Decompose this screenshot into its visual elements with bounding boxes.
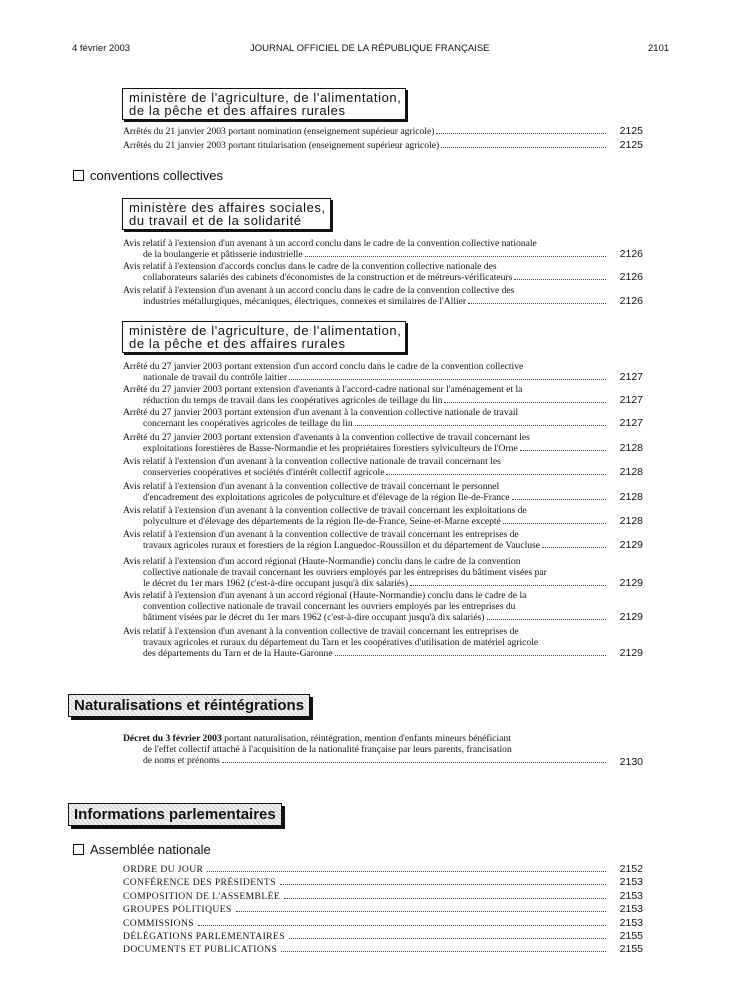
section-conventions-collectives [73, 168, 223, 183]
toc-entry [123, 285, 643, 307]
journal-title: JOURNAL OFFICIEL DE LA RÉPUBLIQUE FRANÇAISE [250, 43, 490, 54]
entry-text: des départements du Tarn et de la Haute-Garonne [143, 648, 333, 659]
decree-entry [123, 733, 643, 766]
leader-dots [355, 418, 606, 426]
entry-text: collaborateurs salariés des cabinets d'économistes de la construction et de métreurs-vérificateurs [143, 272, 513, 283]
leader-dots [281, 944, 606, 952]
page-ref: 2126 [619, 248, 643, 260]
page-ref: 2153 [619, 917, 643, 929]
entry-text: réduction du temps de travail dans les coopératives agricoles de teillage du lin [143, 395, 443, 406]
toc-entry [123, 505, 643, 527]
decree-text: de l'effet collectif attaché à l'acquisition de la nationalité française par leurs parents, francisation [143, 744, 512, 755]
toc-entry [123, 529, 643, 551]
leader-dots [280, 877, 606, 885]
toc-entry [123, 361, 643, 383]
page-ref: 2125 [619, 139, 643, 151]
page-ref: 2155 [619, 930, 643, 942]
entry-text: Avis relatif à l'extension d'un avenant à un accord régional (Haute-Normandie) conclu dans le cadre de la [123, 590, 527, 601]
checkbox-square-icon [73, 170, 84, 181]
entry-text: Avis relatif à l'extension d'un avenant à la convention collective nationale de travail concernant les [123, 456, 501, 467]
entry-text: exploitations forestières de Basse-Normandie et les propriétaires forestiers sylviculteurs de l'Orne [143, 443, 518, 454]
entry-text: Avis relatif à l'extension d'un avenant à la convention collective de travail concernant le personnel [123, 481, 500, 492]
toc-entry [123, 238, 643, 260]
entry-text: le décret du 1er mars 1962 (c'est-à-dire occupant jusqu'à dix salariés) [143, 578, 409, 589]
ministry-line: du travail et de la solidarité [129, 213, 302, 228]
page-ref: 2129 [619, 611, 643, 623]
decree-text: portant naturalisation, réintégration, mention d'enfants mineurs bénéficiant [221, 733, 511, 744]
page-ref: 2126 [619, 271, 643, 283]
ministry-line: de la pêche et des affaires rurales [129, 103, 346, 118]
leader-dots [386, 467, 606, 475]
entry-text: conserveries coopératives et sociétés d'intérêt collectif agricole [143, 467, 385, 478]
assemblee-item-label: DÉLÉGATIONS PARLEMENTAIRES [123, 931, 285, 942]
leader-dots [289, 372, 606, 380]
page-ref: 2126 [619, 295, 643, 307]
entry-text: Avis relatif à l'extension d'un avenant à la convention collective de travail concernant les entreprises de [123, 626, 519, 637]
leader-dots [436, 126, 606, 134]
assemblee-item-label: COMPOSITION DE L'ASSEMBLÉE [123, 891, 281, 902]
banner-naturalisations: Naturalisations et réintégrations [68, 694, 310, 717]
entry-text: Avis relatif à l'extension d'un avenant à la convention collective de travail concernant les entreprises de [123, 529, 519, 540]
entry-text: industries métallurgiques, mécaniques, électriques, connexes et similaires de l'Allier [143, 296, 467, 307]
entry-text: de la boulangerie et pâtisserie industrielle [143, 249, 303, 260]
ministry-line: ministère de l'agriculture, de l'alimentation, [129, 323, 402, 338]
page-number: 2101 [648, 43, 670, 54]
section-assemblee-nationale [73, 842, 211, 857]
section-label: Assemblée nationale [90, 842, 211, 857]
entry-text: Arrêté du 27 janvier 2003 portant extension d'avenants à la convention collective de travail concernant les [123, 432, 530, 443]
checkbox-square-icon [73, 844, 84, 855]
entry-text: Arrêté du 27 janvier 2003 portant extension d'un accord conclu dans le cadre de la convention collective [123, 361, 524, 372]
toc-entry [123, 407, 643, 429]
assemblee-item [123, 931, 643, 942]
assemblee-item [123, 877, 643, 888]
leader-dots [542, 540, 606, 548]
entry-text: travaux agricoles ruraux et forestiers de la région Languedoc-Roussillon et du département de Vaucluse [143, 540, 541, 551]
entry-text: d'encadrement des exploitations agricoles de polyculture et d'élevage de la région Ile-de-France [143, 492, 510, 503]
entry-text: concernant les coopératives agricoles de teillage du lin [143, 418, 353, 429]
page-ref: 2153 [619, 890, 643, 902]
toc-entry [123, 590, 643, 623]
entry-text: bâtiment visées par le décret du 1er mars 1962 (c'est-à-dire occupant jusqu'à dix salariés) [143, 612, 485, 623]
entry-text: Arrêté du 27 janvier 2003 portant extension d'avenants à l'accord-cadre national sur l'aménagement et la [123, 384, 523, 395]
leader-dots [289, 931, 606, 939]
leader-dots [503, 516, 606, 524]
page-ref: 2152 [619, 863, 643, 875]
page-ref: 2125 [619, 125, 643, 137]
page-ref: 2130 [619, 756, 643, 768]
page-ref: 2129 [619, 577, 643, 589]
assemblee-item-label: COMMISSIONS [123, 918, 195, 929]
decree-text: de noms et prénoms [143, 755, 221, 766]
leader-dots [410, 578, 606, 586]
page-ref: 2153 [619, 876, 643, 888]
page-ref: 2128 [619, 442, 643, 454]
leader-dots [512, 492, 606, 500]
leader-dots [441, 140, 606, 148]
ministry-heading-agriculture [122, 88, 406, 120]
entry-text: travaux agricoles et ruraux du département du Tarn et les coopératives d'utilisation de matériel agricole [143, 637, 539, 648]
entry-text: convention collective nationale de travail concernant les ouvriers employés par les entreprises du [143, 601, 516, 612]
leader-dots [514, 272, 606, 280]
entry-text: Avis relatif à l'extension d'un avenant à un accord conclu dans le cadre de la convention collective nationale [123, 238, 537, 249]
leader-dots [468, 296, 606, 304]
leader-dots [335, 648, 606, 656]
entry-text: Arrêté du 27 janvier 2003 portant extension d'un avenant à la convention collective nationale de travail [123, 407, 519, 418]
assemblee-item-label: ORDRE DU JOUR [123, 864, 204, 875]
toc-entry [123, 556, 643, 589]
entry-text: polyculture et d'élevage des départements de la région Ile-de-France, Seine-et-Marne excepté [143, 516, 501, 527]
entry-text: Avis relatif à l'extension d'un accord régional (Haute-Normandie) conclu dans le cadre de la convention [123, 556, 521, 567]
assemblee-item-label: DOCUMENTS ET PUBLICATIONS [123, 944, 278, 955]
page-ref: 2128 [619, 515, 643, 527]
entry-text: Avis relatif à l'extension d'accords conclus dans le cadre de la convention collective nationale des [123, 261, 497, 272]
entry-text: Arrêtés du 21 janvier 2003 portant nomination (enseignement supérieur agricole) [123, 126, 435, 137]
decree-title: Décret du 3 février 2003 [123, 733, 222, 744]
toc-entry [123, 140, 643, 151]
header-date: 4 février 2003 [72, 43, 131, 54]
page-ref: 2128 [619, 491, 643, 503]
page-ref: 2129 [619, 647, 643, 659]
assemblee-item-label: CONFÉRENCE DES PRÉSIDENTS [123, 877, 276, 888]
assemblee-item [123, 864, 643, 875]
leader-dots [284, 891, 606, 899]
entry-text: Avis relatif à l'extension d'un avenant à la convention collective de travail concernant les exploitations de [123, 505, 527, 516]
assemblee-item [123, 891, 643, 902]
leader-dots [444, 395, 606, 403]
ministry-line: ministère de l'agriculture, de l'alimentation, [129, 90, 402, 105]
page-ref: 2129 [619, 539, 643, 551]
toc-entry [123, 126, 643, 137]
leader-dots [236, 904, 606, 912]
ministry-line: ministère des affaires sociales, [129, 200, 326, 215]
page-ref: 2128 [619, 466, 643, 478]
section-label: conventions collectives [90, 168, 223, 183]
entry-text: nationale de travail du contrôle laitier [143, 372, 288, 383]
toc-entry [123, 432, 643, 454]
ministry-heading-agriculture [122, 321, 406, 353]
entry-text: Avis relatif à l'extension d'un avenant à un accord conclu dans le cadre de la convention collective des [123, 285, 515, 296]
ministry-heading-affaires-sociales [122, 198, 331, 230]
page-ref: 2155 [619, 943, 643, 955]
page-ref: 2127 [619, 394, 643, 406]
leader-dots [487, 612, 606, 620]
entry-text: Arrêtés du 21 janvier 2003 portant titularisation (enseignement supérieur agricole) [123, 140, 440, 151]
leader-dots [207, 864, 606, 872]
page-ref: 2127 [619, 417, 643, 429]
assemblee-item [123, 904, 643, 915]
assemblee-item-label: GROUPES POLITIQUES [123, 904, 232, 915]
assemblee-item [123, 944, 643, 955]
ministry-line: de la pêche et des affaires rurales [129, 336, 346, 351]
toc-entry [123, 626, 643, 659]
leader-dots [198, 918, 606, 926]
banner-informations-parlementaires: Informations parlementaires [68, 803, 282, 826]
leader-dots [520, 443, 606, 451]
page-ref: 2127 [619, 371, 643, 383]
toc-entry [123, 384, 643, 406]
assemblee-item [123, 918, 643, 929]
leader-dots [305, 249, 606, 257]
leader-dots [222, 755, 606, 763]
page-ref: 2153 [619, 903, 643, 915]
toc-entry [123, 456, 643, 478]
toc-entry [123, 261, 643, 283]
toc-entry [123, 481, 643, 503]
entry-text: collective nationale de travail concernant les ouvriers employés par les entreprises du bâtiment visées par [143, 567, 547, 578]
